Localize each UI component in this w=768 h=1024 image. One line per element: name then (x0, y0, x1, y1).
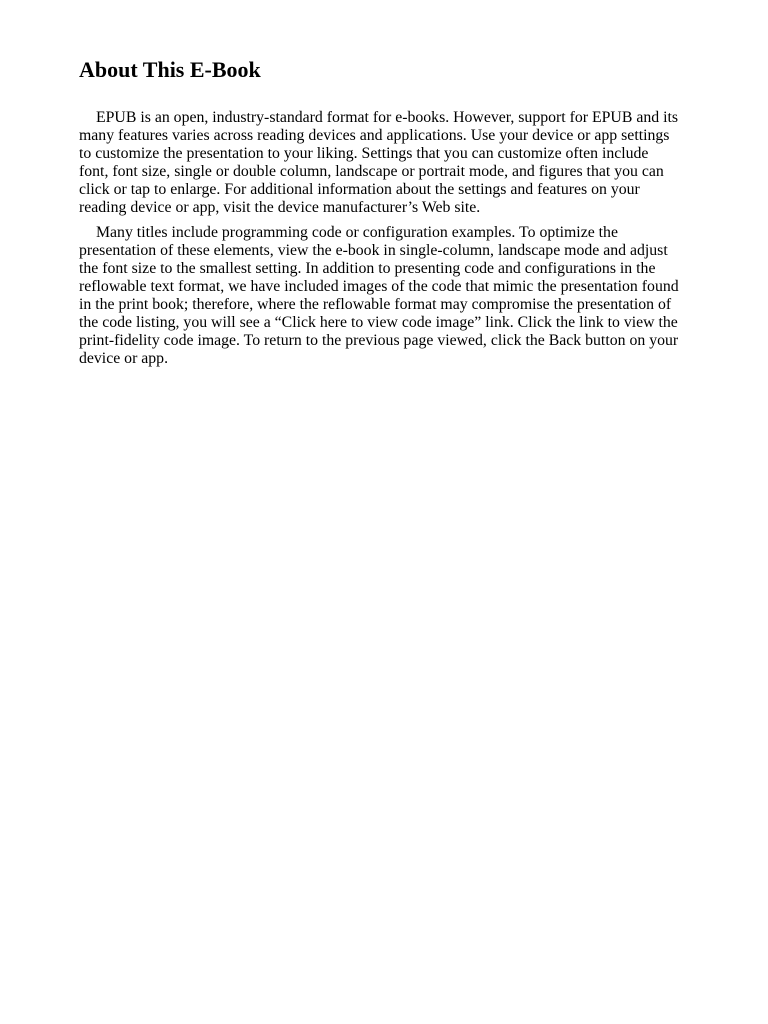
paragraph-code-examples: Many titles include programming code or configuration examples. To optimize the presentation of these elements, view the e-book in single-column, landscape mode and adjust the font size to the smallest setting. In addition to presenting code and configurations in the reflowable text format, we have included images of the code that mimic the presentation found in the print book; therefore, where the reflowable format may compromise the presentation of the code listing, you will see a “Click here to view code image” link. Click the link to view the print-fidelity code image. To return to the previous page viewed, click the Back button on your device or app. (79, 224, 679, 367)
paragraph-epub-intro: EPUB is an open, industry-standard format for e-books. However, support for EPUB and its many features varies across reading devices and applications. Use your device or app settings to customize the presentation to your liking. Settings that you can customize often include font, font size, single or double column, landscape or portrait mode, and figures that you can click or tap to enlarge. For additional information about the settings and features on your reading device or app, visit the device manufacturer’s Web site. (79, 109, 679, 216)
page-content (79, 56, 679, 375)
page-title: About This E-Book (79, 57, 261, 82)
